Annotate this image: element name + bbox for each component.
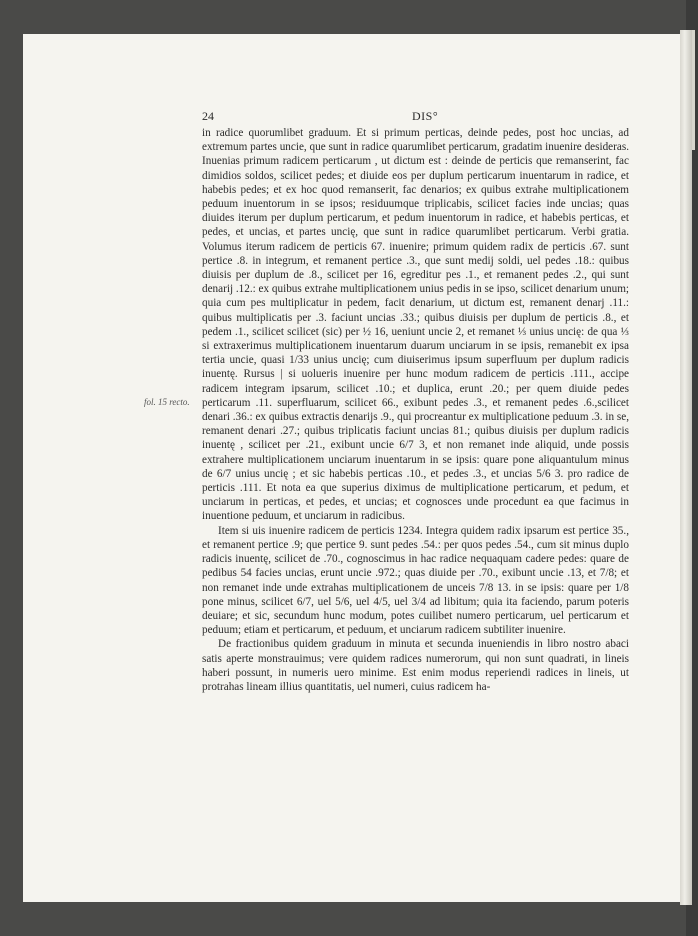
paragraph-3: De fractionibus quidem graduum in minuta et secunda inueniendis in libro nostro abaci satis aperte monstrauimus; vere quidem radices numerorum, qui non sunt quadrati, in lineis haberi possunt, in numeris uero minime. Est enim modus reperiendi radices in lineis, ut protrahas lineam illius quantitatis, uel numeri, cuius radicem ha- (202, 638, 629, 693)
running-head-title: DIS° (412, 109, 439, 123)
margin-note: fol. 15 recto. (144, 397, 190, 407)
running-head (202, 109, 629, 125)
page-edge (680, 30, 692, 905)
paragraph-2: Item si uis inuenire radicem de perticis 1234. Integra quidem radix ipsarum est pertice 35., et remanent pertice .9; que pertice 9. sunt pedes .54.: per quos pedes .54., cum sit minus duplo radicis inuentę, scilicet de .70., cognoscimus in hac radice nequaquam cadere pedes: quare de pedibus 54 facies uncias, erunt uncie .972.; quas diuide per .70., exibunt uncie .13, et 7/8; et non remanet inde unde extrahas multiplicationem de unceis 7/8 13. in se ipsis: quare per 1/8 pone minus, scilicet 6/7, uel 5/6, uel 4/5, uel 3/4 ad libitum; quia ita faciendo, parum poteris deuiare; et sic, secundum hunc modum, potes cuilibet numero perticarum, uel perticarum et peduum; etiam et perticarum, et peduum, et unciarum radicem subtiliter inuenire. (202, 524, 629, 637)
paragraph-1: in radice quorumlibet graduum. Et si primum perticas, deinde pedes, post hoc uncias, ad extremum partes uncie, que sunt in radice quarumlibet perticarum, gradatim inuenire desideras. Inuenias primum radicem perticarum , ut dictum est : deinde de perticis que remanserint, fac dimidios soldos, scilicet pedes; et diuide eos per duplum perticarum inuentarum in radice, et habebis pedes; et ex hoc quod remanserit, fac denarios; ex quibus extrahe multiplicationem peduum inuentorum in se ipsos; residuumque triplicabis, scilicet facies inde uncias; quas diuides iterum per duplum perticarum, et pedum inuentorum in radice, et habebis perticas, et pedes, et uncias, et partes uncię, que sunt in radice quarumlibet perticarum. Verbi gratia. Volumus iterum radicem de perticis 67. inuenire; primum quidem radix de perticis .67. sunt pertice .8. in integrum, et remanent pertice .3., que sunt medij soldi, uel pedes .18.: quibus diuisis per duplum de .8., scilicet per 16, egreditur pes .1., et remanent pedes .2., qui sunt denarij .12.: ex quibus extrahe multiplicationem unius pedis in se ipso, scilicet denarium unum; quia cum pes multiplicatur in pedem, facit denarium, ut dictum est, remanent denarj .11.: quibus multiplicatis per .3. faciunt uncias .33.; quibus diuisis per duplum de perticis .8., et pedem .1., scilicet scilicet (sic) per ½ 16, ueniunt uncie 2, et remanet ⅓ unius uncię: de qua ⅓ si extraxerimus multiplicationem inuentarum duarum unciarum in se ipsis, remanebit ex ipsa tertia uncie, quasi 1/33 unius uncię; cum diuiserimus ipsum superfluum per duplum radicis inuentę. Rursus | si uolueris inuenire per hunc modum radicem de perticis .111., accipe radicem integram ipsarum, scilicet .10.; et duplica, erunt .20.; per quem diuide pedes perticarum .11. superfluarum, scilicet 66., exibunt pedes .3., et remanent pedes .6.,scilicet denari .36.: ex quibus extractis denarijs .9., qui procreantur ex multiplicatione peduum .3. in se, remanent denari .27.; quibus triplicatis faciunt uncias 81.; quibus diuisis per duplum radicis inuentę , scilicet per .21., exibunt uncie 6/7 3, et non remanet inde aliquid, unde possis extrahere multiplicationem unciarum inuentarum in se ipsis: quare pone aliquantulum minus de 6/7 unius uncię ; et sic habebis perticas .10., et pedes .3., et uncias 5/6 3. pro radice de perticis .111. Et nota ea que superius diximus de multiplicatione perticarum, et pedum, et unciarum in perticas, et pedes, et uncias; et cognosces unde procedunt ea que facimus in inuentione peduum, et unciarum in radicibus. (202, 127, 629, 523)
body-text (202, 126, 629, 694)
page-number: 24 (202, 109, 214, 123)
